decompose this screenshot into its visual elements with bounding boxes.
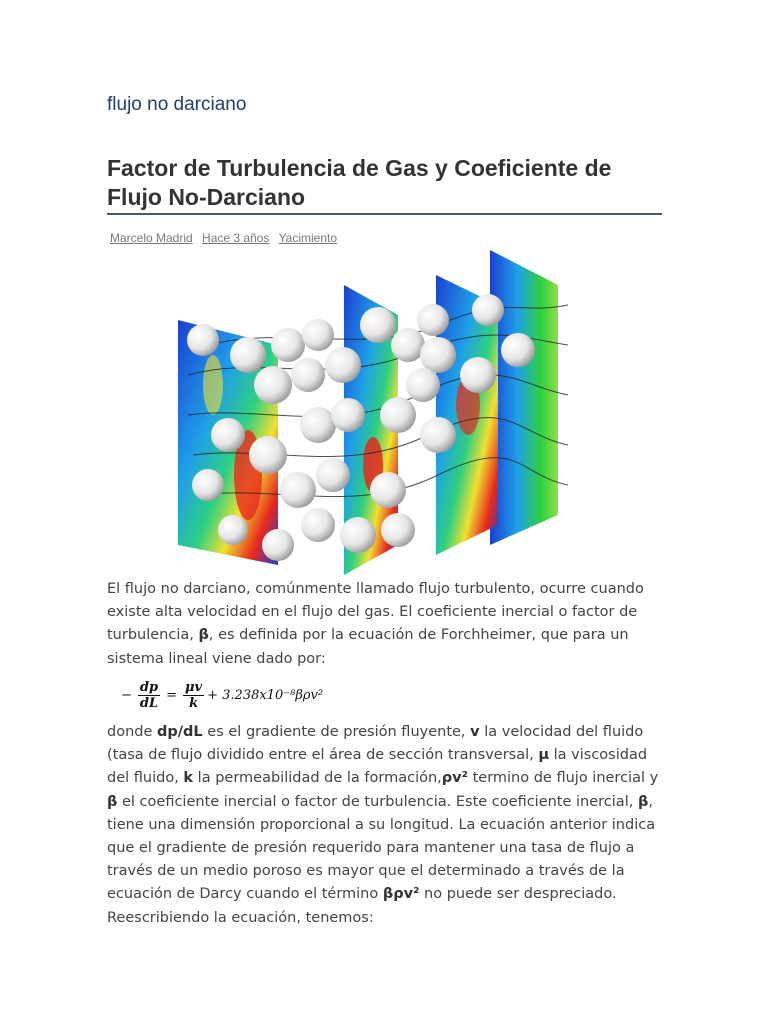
flow-panel [490,250,558,545]
porous-media-flow-figure [168,245,600,575]
intro-paragraph: El flujo no darciano, comúnmente llamado flujo turbulento, ocurre cuando existe alta velocidad en el flujo del gas. El coeficiente inercial o factor de turbulencia, β, es definida por la ecuación de Forchheimer, que para un sistema lineal viene dado por: [107,581,644,667]
date-link[interactable]: Hace 3 años [202,231,270,245]
post-title: Factor de Turbulencia de Gas y Coeficiente de Flujo No-Darciano [107,155,612,210]
post-meta [110,231,343,245]
category-link[interactable]: Yacimiento [278,231,338,245]
title-divider [107,213,662,215]
document-title-link[interactable]: flujo no darciano [107,94,247,115]
author-link[interactable]: Marcelo Madrid [110,231,193,245]
forchheimer-equation: − $\frac{dp}{dL}$ = $\frac{\mu v}{k}$ + 3.238x10⁻⁸βρv² [121,679,324,711]
explanation-paragraph: donde dp/dL es el gradiente de presión fluyente, v la velocidad del fluido (tasa de flujo dividido entre el área de sección transversal, μ la viscosidad del fluido, k la permeabilidad de la formación,ρv² termino de flujo inercial y β el coeficiente inercial o factor de turbulencia. Este coeficiente inercial, β, tiene una dimensión proporcional a su longitud. La ecuación anterior indica que el gradiente de presión requerido para mantener una tasa de flujo a través de un medio poroso es mayor que el determinado a través de la ecuación de Darcy cuando el término βρv² no puede ser despreciado. Reescribiendo la ecuación, tenemos: [107,724,659,926]
